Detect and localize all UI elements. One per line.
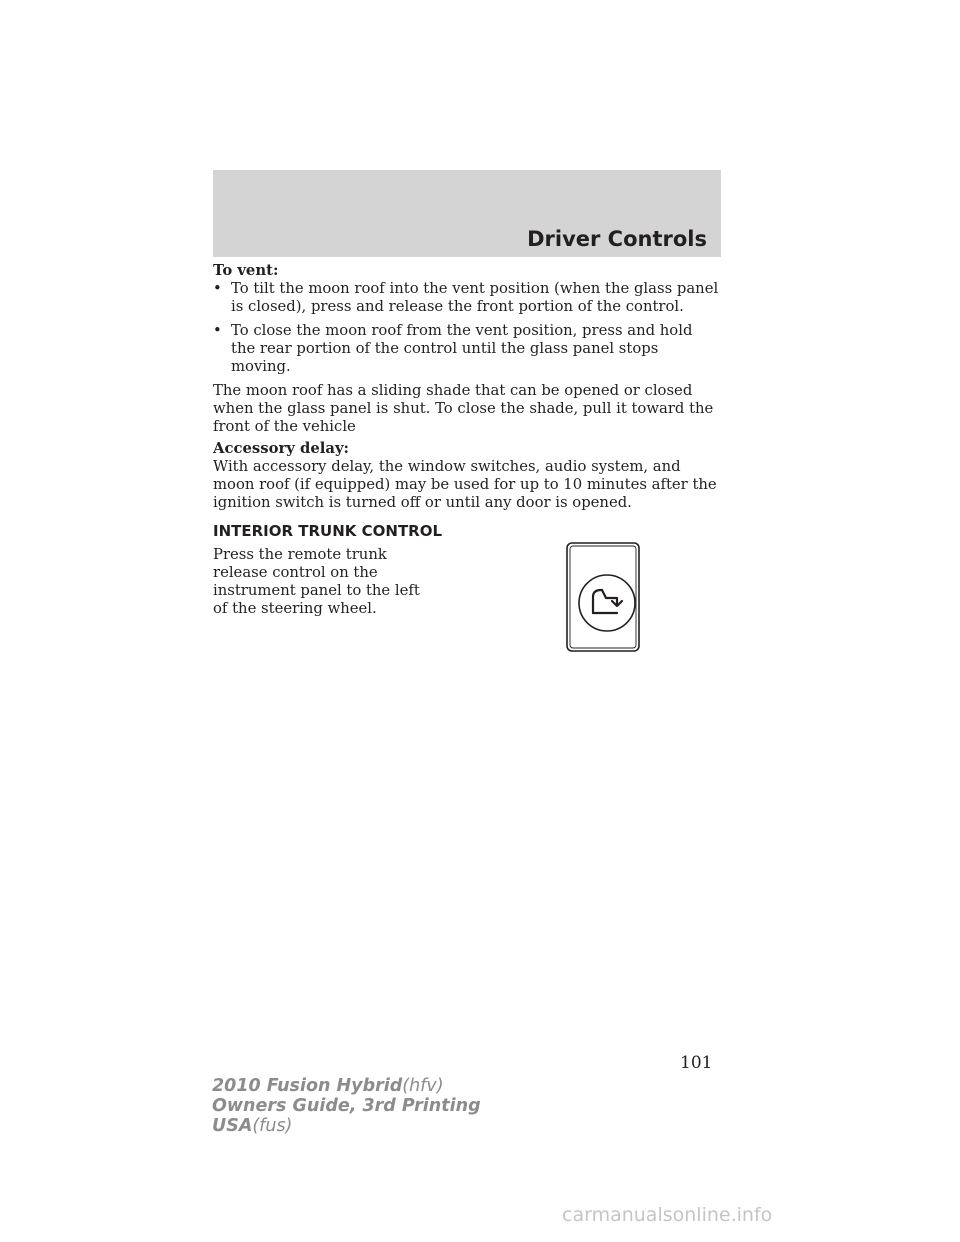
bullet-icon: • <box>213 280 222 297</box>
watermark-text: carmanualsonline.info <box>562 1204 773 1226</box>
vent-bullet-list <box>213 280 721 376</box>
footer-model: 2010 Fusion Hybrid <box>212 1076 403 1096</box>
page-content <box>213 262 721 618</box>
vent-heading: To vent: <box>213 262 279 279</box>
footer-line-3 <box>212 1116 481 1136</box>
section-header-band <box>213 170 721 257</box>
section-title: Driver Controls <box>527 227 707 251</box>
footer-line-1 <box>212 1076 481 1096</box>
bullet-icon: • <box>213 322 222 339</box>
page-number: 101 <box>680 1053 713 1073</box>
trunk-release-switch-icon <box>565 541 641 653</box>
document-footer <box>212 1076 481 1136</box>
interior-trunk-heading: INTERIOR TRUNK CONTROL <box>213 522 443 540</box>
accessory-delay-paragraph: With accessory delay, the window switches, audio system, and moon roof (if equipped) may be used for up to 10 minutes after the ignition switch is turned off or until any door is opened. <box>213 458 717 511</box>
interior-trunk-paragraph: Press the remote trunk release control on the instrument panel to the left of the steering wheel. <box>213 546 420 617</box>
bullet-text: To close the moon roof from the vent position, press and hold the rear portion of the control until the glass panel stops moving. <box>231 322 693 375</box>
bullet-text: To tilt the moon roof into the vent position (when the glass panel is closed), press and release the front portion of the control. <box>231 280 719 315</box>
shade-paragraph: The moon roof has a sliding shade that can be opened or closed when the glass panel is shut. To close the shade, pull it toward the front of the vehicle <box>213 382 714 435</box>
list-item <box>213 322 721 376</box>
footer-model-code: (hfv) <box>402 1076 444 1096</box>
footer-market-code: (fus) <box>252 1116 293 1136</box>
footer-market: USA <box>212 1116 253 1136</box>
list-item <box>213 280 721 316</box>
accessory-delay-heading: Accessory delay: <box>213 440 350 457</box>
footer-line-2: Owners Guide, 3rd Printing <box>212 1096 481 1116</box>
